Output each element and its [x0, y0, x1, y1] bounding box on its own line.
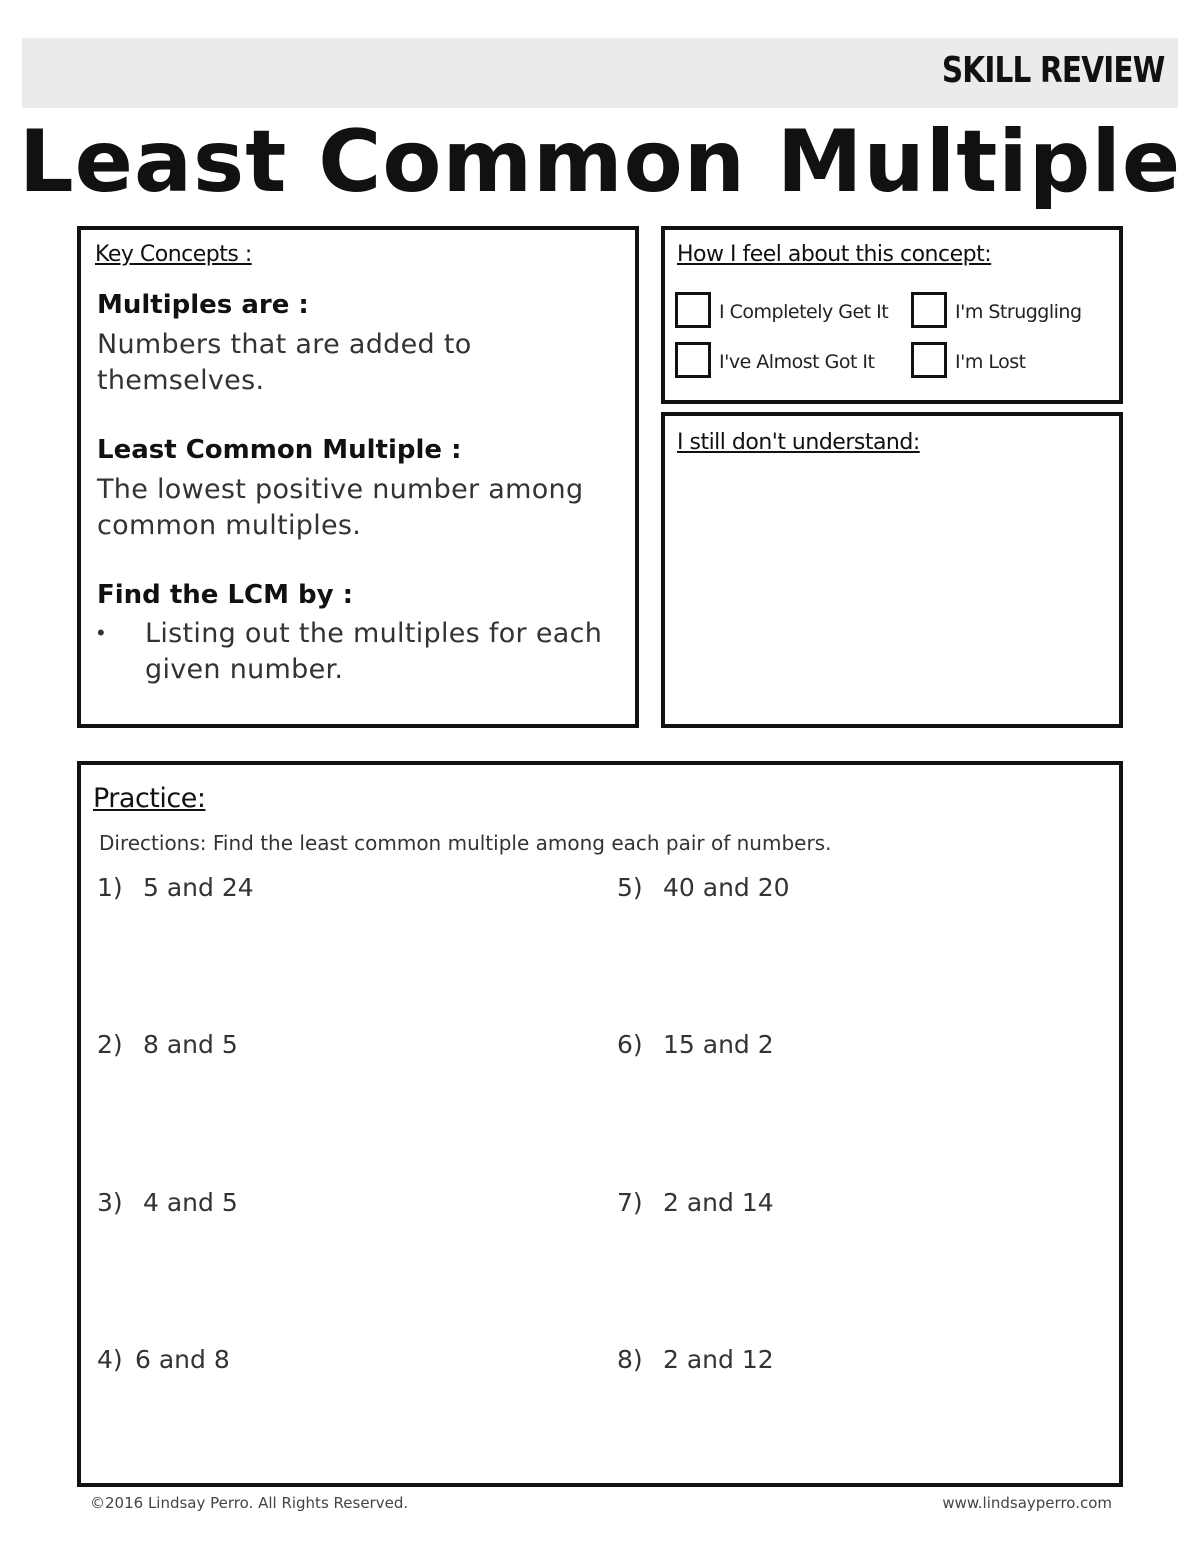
bullet-icon: •	[97, 620, 105, 645]
multiples-heading: Multiples are :	[97, 290, 309, 320]
checkbox-struggling[interactable]	[911, 292, 947, 328]
footer-website-link[interactable]: www.lindsayperro.com	[942, 1494, 1112, 1512]
header-band	[22, 38, 1178, 108]
practice-box	[77, 761, 1123, 1487]
lcm-definition: The lowest positive number among common multiples.	[97, 474, 584, 541]
problem-text: 4 and 5	[143, 1188, 238, 1217]
page-title: Least Common Multiple	[18, 112, 1182, 212]
lcm-heading: Least Common Multiple :	[97, 435, 462, 465]
still-dont-understand-box[interactable]	[661, 412, 1123, 728]
feelings-box	[661, 226, 1123, 404]
problem-item	[617, 873, 790, 902]
checkbox-lost[interactable]	[911, 342, 947, 378]
feelings-heading: How I feel about this concept:	[677, 242, 992, 267]
problem-item	[97, 1030, 238, 1059]
multiples-definition: Numbers that are added to themselves.	[97, 329, 472, 396]
problem-text: 40 and 20	[663, 873, 790, 902]
footer-copyright: ©2016 Lindsay Perro. All Rights Reserved.	[90, 1494, 409, 1512]
problem-item	[97, 1345, 230, 1374]
problem-text: 2 and 14	[663, 1188, 774, 1217]
problem-number: 3)	[97, 1188, 123, 1217]
problem-number: 2)	[97, 1030, 123, 1059]
problem-number: 7)	[617, 1188, 643, 1217]
problem-item	[97, 1188, 238, 1217]
problem-text: 5 and 24	[143, 873, 254, 902]
problem-item	[97, 873, 254, 902]
checkbox-almost-got-it[interactable]	[675, 342, 711, 378]
problem-number: 6)	[617, 1030, 643, 1059]
problem-number: 4)	[97, 1345, 123, 1374]
problem-text: 8 and 5	[143, 1030, 238, 1059]
practice-directions: Directions: Find the least common multiple among each pair of numbers.	[99, 831, 832, 855]
checkbox-label: I've Almost Got It	[719, 351, 875, 373]
problem-item	[617, 1345, 774, 1374]
problem-item	[617, 1030, 774, 1059]
checkbox-label: I Completely Get It	[719, 301, 889, 323]
problem-number: 1)	[97, 873, 123, 902]
problem-number: 8)	[617, 1345, 643, 1374]
problem-text: 15 and 2	[663, 1030, 774, 1059]
problem-number: 5)	[617, 873, 643, 902]
problem-text: 6 and 8	[135, 1345, 230, 1374]
checkbox-label: I'm Struggling	[955, 301, 1082, 323]
skill-review-label: SKILL REVIEW	[941, 50, 1164, 91]
key-concepts-box	[77, 226, 639, 728]
problem-text: 2 and 12	[663, 1345, 774, 1374]
problem-item	[617, 1188, 774, 1217]
find-lcm-method: Listing out the multiples for each given number.	[145, 618, 603, 685]
still-dont-understand-heading: I still don't understand:	[677, 430, 920, 455]
key-concepts-heading: Key Concepts :	[95, 242, 252, 267]
checkbox-completely-get-it[interactable]	[675, 292, 711, 328]
practice-heading: Practice:	[93, 783, 206, 814]
checkbox-label: I'm Lost	[955, 351, 1026, 373]
find-lcm-heading: Find the LCM by :	[97, 580, 354, 610]
